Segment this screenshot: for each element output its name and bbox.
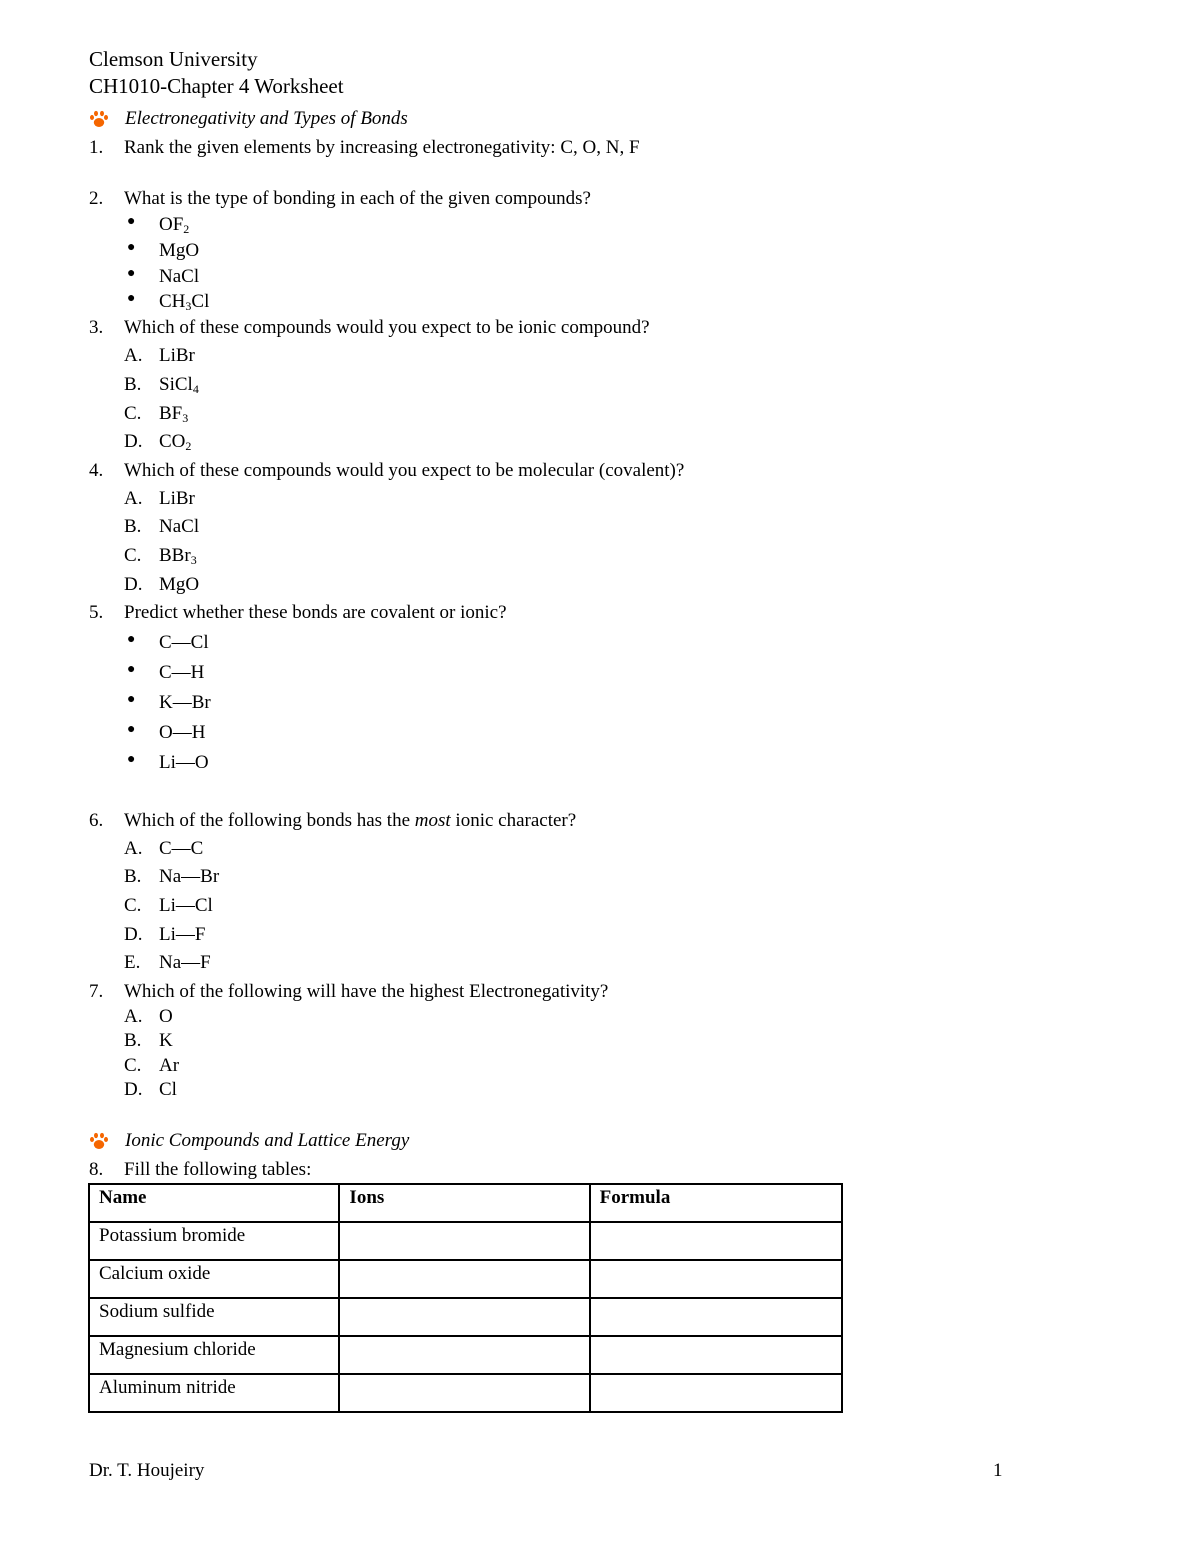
- question-text: Which of these compounds would you expect to be molecular (covalent)?: [124, 460, 685, 481]
- option-letter: B.: [124, 866, 142, 887]
- table-header-row: [89, 1184, 842, 1222]
- question-number: 2.: [89, 188, 104, 209]
- bullet-icon: ●: [127, 692, 136, 707]
- option-text: LiBr: [159, 345, 195, 366]
- option-letter: A.: [124, 345, 143, 366]
- compound-name-cell: Potassium bromide: [89, 1222, 339, 1260]
- fill-in-table: [88, 1183, 843, 1413]
- bond-text: Li—O: [159, 752, 209, 773]
- option-text: Na—F: [159, 952, 211, 973]
- compound-name-cell: Magnesium chloride: [89, 1336, 339, 1374]
- formula-answer-cell[interactable]: [590, 1374, 842, 1412]
- table-row: [89, 1222, 842, 1260]
- formula-subscript: 3: [190, 553, 197, 567]
- formula-subscript: 2: [185, 439, 192, 453]
- question-text: Rank the given elements by increasing electronegativity: C, O, N, F: [124, 137, 640, 158]
- bond-text: C—H: [159, 662, 205, 683]
- option-letter: C.: [124, 545, 142, 566]
- question-number: 6.: [89, 810, 104, 831]
- bullet-icon: ●: [127, 266, 136, 281]
- formula-answer-cell[interactable]: [590, 1222, 842, 1260]
- option-text: Li—F: [159, 924, 206, 945]
- compound-name-cell: Aluminum nitride: [89, 1374, 339, 1412]
- bond-text: K—Br: [159, 692, 211, 713]
- option-text: [159, 374, 199, 397]
- option-letter: D.: [124, 574, 143, 595]
- option-letter: C.: [124, 1055, 142, 1076]
- ions-answer-cell[interactable]: [339, 1260, 589, 1298]
- question-text: Which of these compounds would you expect to be ionic compound?: [124, 317, 650, 338]
- option-text: Na—Br: [159, 866, 220, 887]
- formula-main: CH: [159, 291, 186, 312]
- option-text: Ar: [159, 1055, 180, 1076]
- tiger-paw-icon: [89, 110, 109, 128]
- question-text: [124, 810, 576, 833]
- question-text-part: ionic character?: [450, 810, 577, 831]
- option-text: LiBr: [159, 488, 195, 509]
- option-letter: B.: [124, 374, 142, 395]
- compound-formula: [159, 214, 189, 237]
- university-name: Clemson University: [89, 47, 258, 71]
- option-letter: A.: [124, 1006, 143, 1027]
- question-text-part: Which of the following bonds has the: [124, 810, 415, 831]
- question-number: 7.: [89, 981, 104, 1002]
- question-text: Fill the following tables:: [124, 1159, 312, 1180]
- question-text: Which of the following will have the highest Electronegativity?: [124, 981, 609, 1002]
- question-text: What is the type of bonding in each of the given compounds?: [124, 188, 591, 209]
- bullet-icon: ●: [127, 632, 136, 647]
- formula-subscript: 4: [192, 382, 199, 396]
- question-number: 5.: [89, 602, 104, 623]
- question-number: 8.: [89, 1159, 104, 1180]
- question-number: 4.: [89, 460, 104, 481]
- section-title: Ionic Compounds and Lattice Energy: [125, 1130, 410, 1151]
- formula-main: BBr: [159, 545, 191, 566]
- option-letter: A.: [124, 488, 143, 509]
- bond-text: C—Cl: [159, 632, 209, 653]
- section-heading-electronegativity: [89, 108, 408, 131]
- compound-formula: [159, 291, 209, 314]
- formula-subscript: 3: [182, 411, 189, 425]
- option-letter: B.: [124, 1030, 142, 1051]
- option-text: O: [159, 1006, 173, 1027]
- footer-author: Dr. T. Houjeiry: [89, 1460, 205, 1481]
- formula-answer-cell[interactable]: [590, 1336, 842, 1374]
- formula-answer-cell[interactable]: [590, 1260, 842, 1298]
- option-letter: D.: [124, 924, 143, 945]
- option-text: [159, 431, 191, 454]
- bond-text: O—H: [159, 722, 206, 743]
- bullet-icon: ●: [127, 752, 136, 767]
- formula-main: SiCl: [159, 374, 193, 395]
- formula-main: CO: [159, 431, 186, 452]
- option-text: MgO: [159, 574, 200, 595]
- formula-tail: Cl: [191, 291, 210, 312]
- option-text: [159, 403, 188, 426]
- option-text: [159, 545, 197, 568]
- compound-formula: NaCl: [159, 266, 200, 287]
- ions-answer-cell[interactable]: [339, 1336, 589, 1374]
- formula-subscript: 2: [183, 222, 190, 236]
- compound-name-cell: Calcium oxide: [89, 1260, 339, 1298]
- formula-subscript: 3: [185, 299, 192, 313]
- bullet-icon: ●: [127, 291, 136, 306]
- bullet-icon: ●: [127, 722, 136, 737]
- option-letter: D.: [124, 431, 143, 452]
- option-text: C—C: [159, 838, 204, 859]
- tiger-paw-icon: [89, 1132, 109, 1150]
- table-row: [89, 1374, 842, 1412]
- option-text: Li—Cl: [159, 895, 213, 916]
- option-letter: A.: [124, 838, 143, 859]
- table-row: [89, 1336, 842, 1374]
- question-text: Predict whether these bonds are covalent or ionic?: [124, 602, 507, 623]
- option-text: K: [159, 1030, 173, 1051]
- option-letter: C.: [124, 403, 142, 424]
- page-number: 1: [993, 1460, 1003, 1481]
- formula-main: OF: [159, 214, 184, 235]
- table-row: [89, 1260, 842, 1298]
- emphasis-text: most: [414, 810, 451, 831]
- option-letter: B.: [124, 516, 142, 537]
- question-number: 3.: [89, 317, 104, 338]
- column-header-formula: Formula: [590, 1184, 842, 1222]
- option-text: NaCl: [159, 516, 200, 537]
- bullet-icon: ●: [127, 662, 136, 677]
- section-heading-ionic-compounds: [89, 1130, 409, 1153]
- column-header-ions: Ions: [339, 1184, 589, 1222]
- formula-answer-cell[interactable]: [590, 1298, 842, 1336]
- question-number: 1.: [89, 137, 104, 158]
- column-header-name: Name: [89, 1184, 339, 1222]
- formula-main: BF: [159, 403, 183, 424]
- bullet-icon: ●: [127, 240, 136, 255]
- table-row: [89, 1298, 842, 1336]
- ions-answer-cell[interactable]: [339, 1374, 589, 1412]
- option-letter: C.: [124, 895, 142, 916]
- section-title: Electronegativity and Types of Bonds: [125, 108, 408, 129]
- option-text: Cl: [159, 1079, 177, 1100]
- ions-answer-cell[interactable]: [339, 1222, 589, 1260]
- worksheet-title: CH1010-Chapter 4 Worksheet: [89, 74, 344, 98]
- compound-name-cell: Sodium sulfide: [89, 1298, 339, 1336]
- bullet-icon: ●: [127, 214, 136, 229]
- option-letter: D.: [124, 1079, 143, 1100]
- option-letter: E.: [124, 952, 141, 973]
- compound-formula: MgO: [159, 240, 200, 261]
- ions-answer-cell[interactable]: [339, 1298, 589, 1336]
